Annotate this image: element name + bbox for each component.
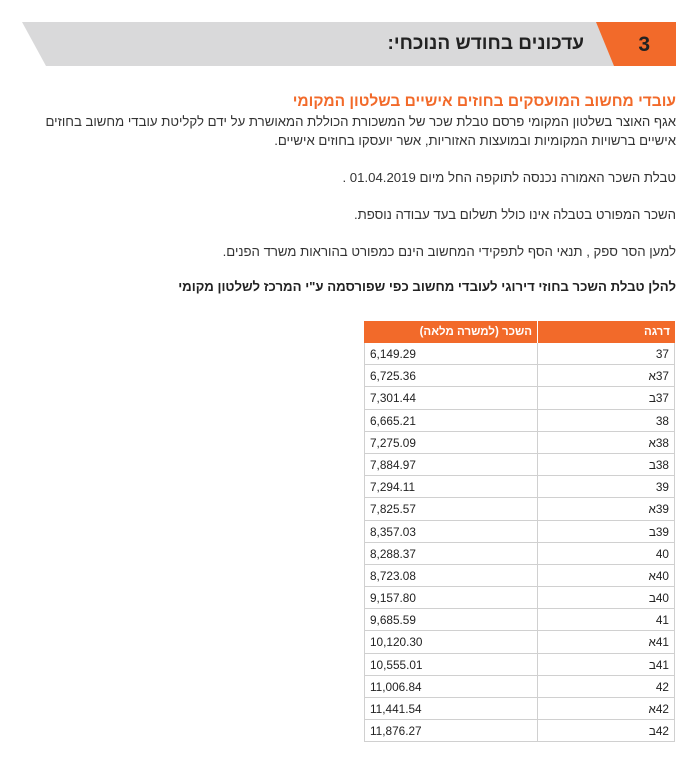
grade-cell: 41א bbox=[537, 631, 675, 652]
grade-cell: 37 bbox=[537, 343, 675, 364]
article-body bbox=[22, 92, 676, 296]
grade-cell: 38ב bbox=[537, 454, 675, 475]
table-row bbox=[364, 631, 675, 653]
salary-cell: 11,006.84 bbox=[364, 676, 537, 697]
grade-cell: 38 bbox=[537, 410, 675, 431]
salary-cell: 6,725.36 bbox=[364, 365, 537, 386]
table-row bbox=[364, 587, 675, 609]
grade-cell: 37א bbox=[537, 365, 675, 386]
section-number: 3 bbox=[638, 33, 650, 56]
salary-cell: 7,275.09 bbox=[364, 432, 537, 453]
salary-cell: 6,149.29 bbox=[364, 343, 537, 364]
article-title: עובדי מחשוב המועסקים בחוזים אישיים בשלטון המקומי bbox=[292, 93, 676, 110]
salary-cell: 10,120.30 bbox=[364, 631, 537, 652]
table-row bbox=[364, 432, 675, 454]
grade-cell: 40 bbox=[537, 543, 675, 564]
salary-cell: 7,825.57 bbox=[364, 498, 537, 519]
grade-cell: 42 bbox=[537, 676, 675, 697]
grade-cell: 41ב bbox=[537, 654, 675, 675]
grade-cell: 37ב bbox=[537, 387, 675, 408]
table-row bbox=[364, 609, 675, 631]
grade-cell: 40א bbox=[537, 565, 675, 586]
table-intro: להלן טבלת השכר בחוזי דירוגי לעובדי מחשוב כפי שפורסמה ע"י המרכז לשלטון מקומי bbox=[178, 279, 676, 294]
salary-cell: 8,357.03 bbox=[364, 521, 537, 542]
salary-cell: 10,555.01 bbox=[364, 654, 537, 675]
grade-cell: 39 bbox=[537, 476, 675, 497]
salary-cell: 9,685.59 bbox=[364, 609, 537, 630]
header-salary: השכר (למשרה מלאה) bbox=[419, 326, 532, 338]
table-row bbox=[364, 498, 675, 520]
grade-cell: 40ב bbox=[537, 587, 675, 608]
salary-table bbox=[364, 321, 675, 742]
table-row bbox=[364, 698, 675, 720]
salary-cell: 7,294.11 bbox=[364, 476, 537, 497]
salary-cell: 8,288.37 bbox=[364, 543, 537, 564]
table-row bbox=[364, 543, 675, 565]
salary-cell: 7,301.44 bbox=[364, 387, 537, 408]
table-row bbox=[364, 521, 675, 543]
table-body bbox=[364, 343, 675, 742]
salary-cell: 9,157.80 bbox=[364, 587, 537, 608]
table-row bbox=[364, 476, 675, 498]
header-title: עדכונים בחודש הנוכחי: bbox=[387, 33, 584, 54]
header-grade: דרגה bbox=[537, 321, 675, 343]
table-row bbox=[364, 387, 675, 409]
overtime-note-paragraph: השכר המפורט בטבלה אינו כולל תשלום בעד עבודה נוספת. bbox=[353, 207, 676, 222]
effective-date-paragraph: טבלת השכר האמורה נכנסה לתוקפה החל מיום 01.04.2019 . bbox=[342, 170, 676, 185]
grade-cell: 39א bbox=[537, 498, 675, 519]
grade-cell: 41 bbox=[537, 609, 675, 630]
salary-cell: 8,723.08 bbox=[364, 565, 537, 586]
salary-cell: 6,665.21 bbox=[364, 410, 537, 431]
salary-cell: 11,876.27 bbox=[364, 720, 537, 741]
intro-paragraph: אגף האוצר בשלטון המקומי פרסם טבלת שכר של המשכורת הכוללת המאושרת על ידם לקליטת עובדי מחשוב בחוזים אישיים ברשויות המקומיות ובמועצות האזוריות, אשר יועסקו בחוזים אישיים. bbox=[45, 114, 676, 148]
salary-cell: 7,884.97 bbox=[364, 454, 537, 475]
table-row bbox=[364, 410, 675, 432]
clarification-paragraph: למען הסר ספק , תנאי הסף לתפקידי המחשוב הינם כמפורט בהוראות משרד הפנים. bbox=[222, 244, 676, 259]
table-row bbox=[364, 676, 675, 698]
grade-cell: 42א bbox=[537, 698, 675, 719]
table-row bbox=[364, 343, 675, 365]
table-row bbox=[364, 720, 675, 742]
grade-cell: 42ב bbox=[537, 720, 675, 741]
section-header bbox=[22, 22, 676, 66]
salary-cell: 11,441.54 bbox=[364, 698, 537, 719]
table-row bbox=[364, 654, 675, 676]
table-row bbox=[364, 365, 675, 387]
grade-cell: 39ב bbox=[537, 521, 675, 542]
table-row bbox=[364, 565, 675, 587]
table-row bbox=[364, 454, 675, 476]
table-header-row bbox=[364, 321, 675, 343]
grade-cell: 38א bbox=[537, 432, 675, 453]
